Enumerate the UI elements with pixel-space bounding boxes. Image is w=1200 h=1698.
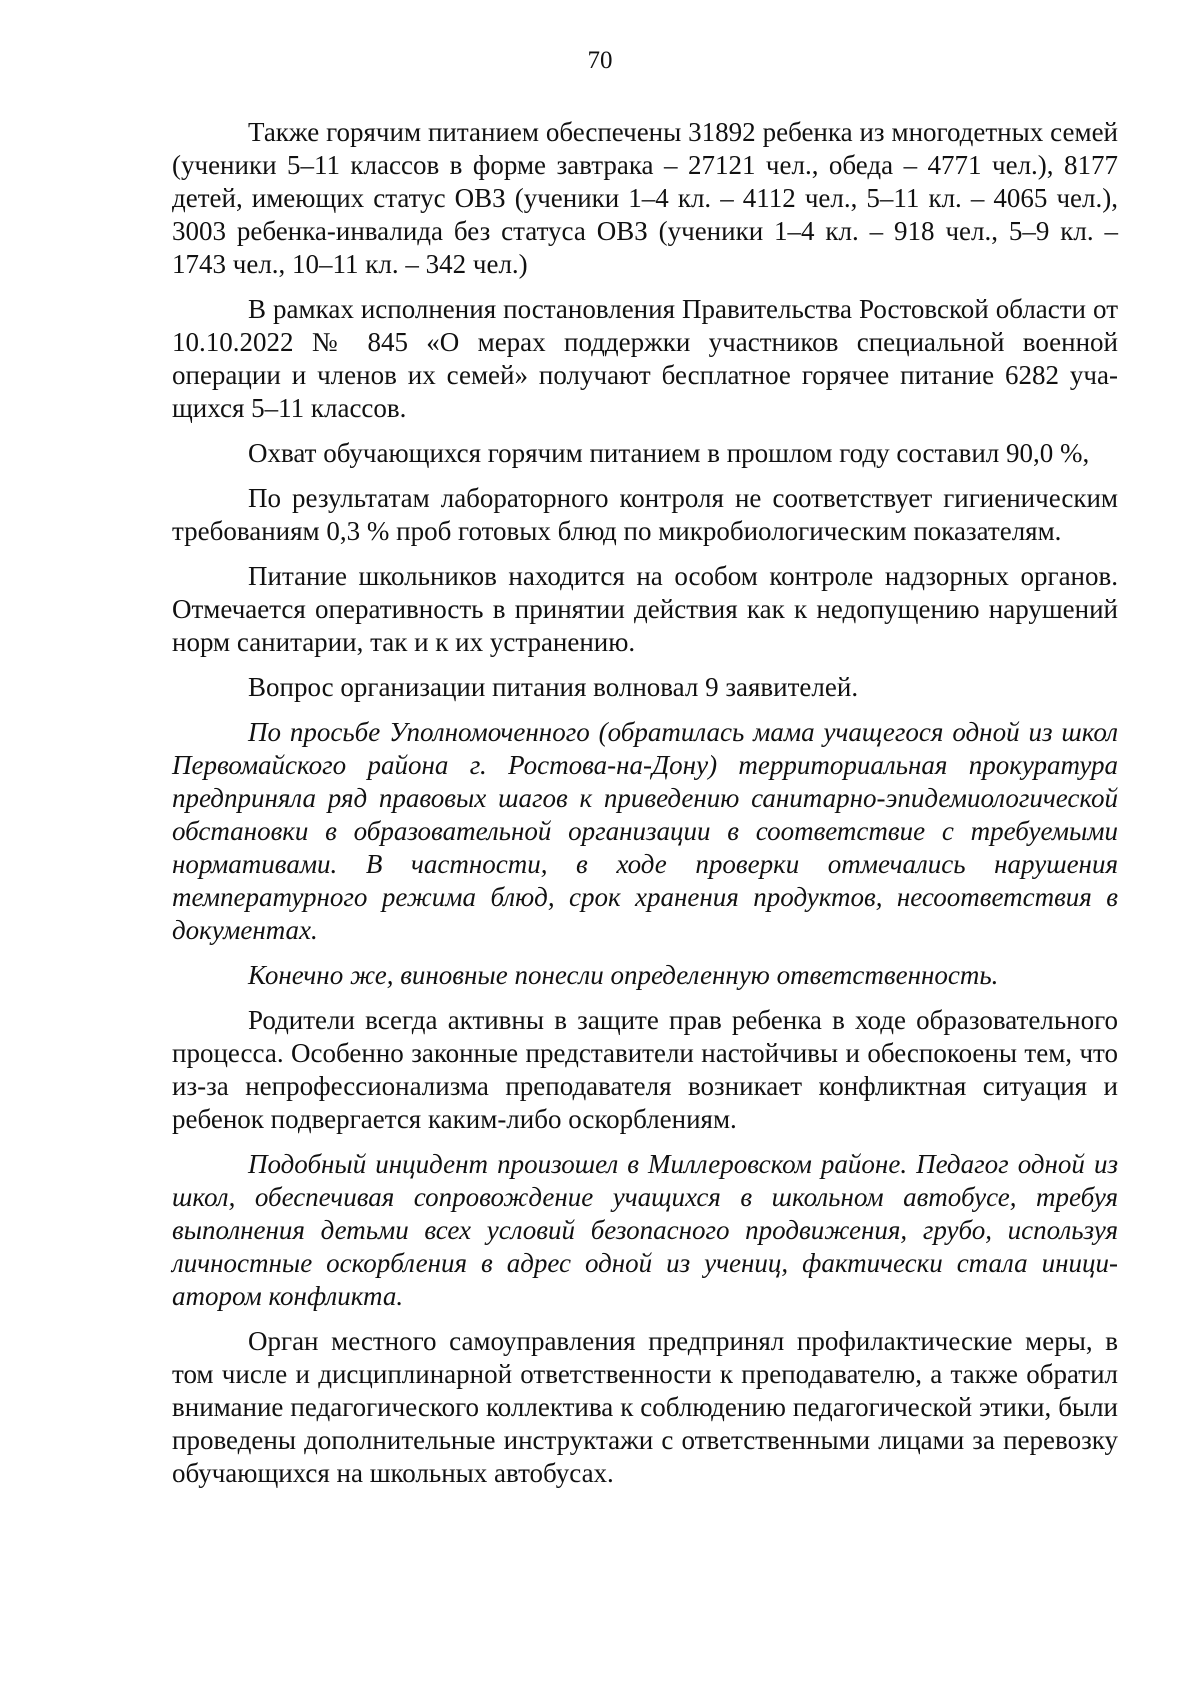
- paragraph-parents-active: Родители всегда активны в защите прав ребенка в ходе образовательного процесса. Особенно законные представители настойчивы и обеспокоены тем, что из-за непрофессионализма преподавателя возникает конфликтная ситуация и ребенок подвергается каким-либо оскорблениям.: [172, 1005, 1118, 1134]
- paragraph-local-government-measures: Орган местного самоуправления предпринял профилактические меры, в том числе и дисциплинарной ответственности к преподавателю, а также обратил внимание педагогического коллектива к соблюдению педагогической этики, были проведены дополнительные инструктажи с ответственными лицами за перевозку обучающихся на школьных автобусах.: [172, 1326, 1118, 1488]
- paragraph-supervision: Питание школьников находится на особом контроле надзорных органов. Отмечается оперативность в принятии действия как к недопущению нарушений норм санитарии, так и к их устранению.: [172, 561, 1118, 657]
- paragraph-case-pervomaisky: По просьбе Уполномоченного (обратилась мама учащегося одной из школ Первомайского района г. Ростова-на-Дону) территориальная прокуратура предприняла ряд правовых шагов к приведению санитарно-эпидемиологической обстановки в образовательной организации в соответствие с требуемыми нормативами. В частности, в ходе проверки отмечались нарушения температурного режима блюд, срок хранения продуктов, несоответствия в документах.: [172, 717, 1118, 945]
- paragraph-applicants: Вопрос организации питания волновал 9 заявителей.: [248, 672, 859, 702]
- paragraph-lab-control: По результатам лабораторного контроля не соответствует гигиеническим требованиям 0,3 % проб готовых блюд по микробиологическим показателям.: [172, 483, 1118, 546]
- paragraph-hot-meals-large-families: Также горячим питанием обеспечены 31892 ребенка из многодетных семей (ученики 5–11 классов в форме завтрака – 27121 чел., обеда – 4771 чел.), 8177 детей, имеющих статус ОВЗ (ученики 1–4 кл. – 4112 чел., 5–11 кл. – 4065 чел.), 3003 ребенка-инвалида без статуса ОВЗ (ученики 1–4 кл. – 918 чел., 5–9 кл. – 1743 чел., 10–11 кл. – 342 чел.): [172, 117, 1118, 279]
- document-body: [172, 116, 1118, 1502]
- paragraph-coverage: Охват обучающихся горячим питанием в прошлом году составил 90,0 %,: [248, 438, 1090, 468]
- page-number: 70: [587, 47, 613, 74]
- paragraph-responsibility: Конечно же, виновные понесли определенную ответственность.: [248, 960, 999, 990]
- paragraph-svo-families-meals: В рамках исполнения постановления Правительства Ростовской области от 10.10.2022 № 845 «О мерах поддержки участников специальной военной операции и членов их семей» получают бесплатное горячее питание 6282 учащихся 5–11 классов.: [172, 294, 1118, 423]
- paragraph-case-millerovsky: Подобный инцидент произошел в Миллеровском районе. Педагог одной из школ, обеспечивая сопровождение учащихся в школьном автобусе, требуя выполнения детьми всех условий безопасного продвижения, грубо, используя личностные оскорбления в адрес одной из учениц, фактически стала инициатором конфликта.: [172, 1149, 1118, 1311]
